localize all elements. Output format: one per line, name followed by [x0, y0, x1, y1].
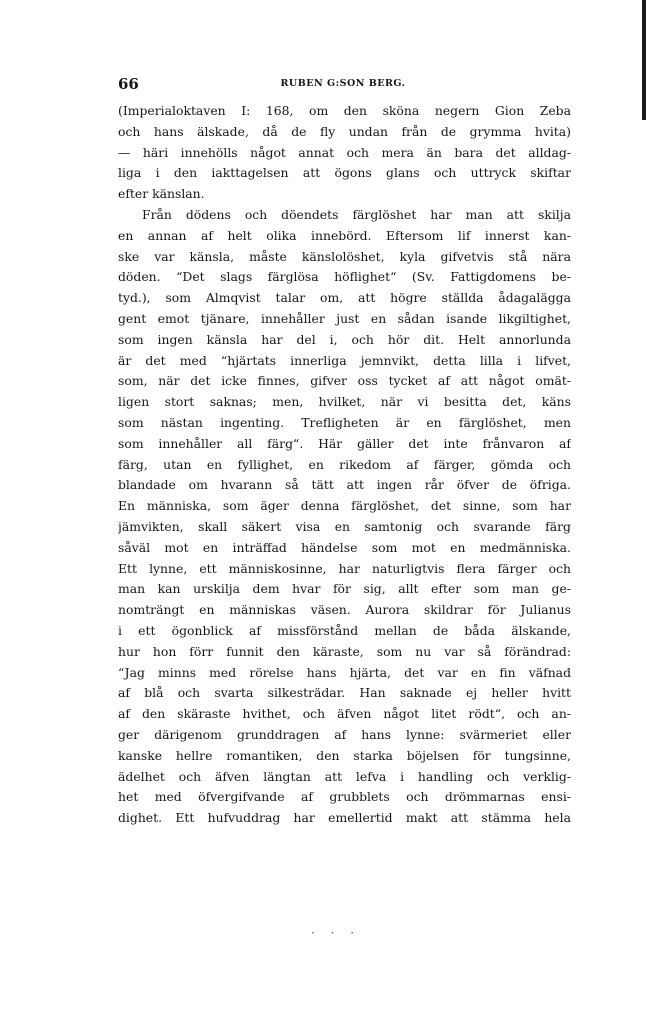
text-line: En människa, som äger denna färglöshet, det sinne, som har [118, 498, 571, 514]
text-line: hur hon förr funnit den käraste, som nu var så förändrad: [118, 643, 571, 659]
text-line: ger därigenom grunddragen af hans lynne: svärmeriet eller [118, 726, 571, 742]
text-line: liga i den iakttagelsen att ögons glans och uttryck skiftar [118, 165, 571, 181]
text-line: dighet. Ett hufvuddrag har emellertid makt att stämma hela [118, 810, 571, 826]
footer-marks: · · · [311, 926, 361, 940]
text-line: ske var känsla, måste känslolöshet, kyla gifvetvis stå nära [118, 248, 571, 264]
text-line: man kan urskilja dem hvar för sig, allt efter som man ge- [118, 581, 571, 597]
text-line: — häri innehölls något annat och mera än bara det alldag- [118, 144, 571, 160]
text-line: efter känslan. [118, 186, 205, 202]
text-line: af blå och svarta silkesträdar. Han saknade ej heller hvitt [118, 685, 571, 701]
paragraph-start-line: Från dödens och döendets färglöshet har man att skilja [142, 206, 571, 222]
text-line: i ett ögonblick af missförstånd mellan de båda älskande, [118, 622, 571, 638]
text-line: som innehåller all färg“. Här gäller det inte frånvaron af [118, 435, 571, 451]
text-line: som ingen känsla har del i, och hör dit. Helt annorlunda [118, 331, 571, 347]
text-line: blandade om hvarann så tätt att ingen rår öfver de öfriga. [118, 477, 571, 493]
text-line: af den skäraste hvithet, och äfven något litet rödt“, och an- [118, 706, 571, 722]
text-line: gent emot tjänare, innehåller just en sådan isande likgiltighet, [118, 310, 571, 326]
text-line: Ett lynne, ett människosinne, har naturligtvis flera färger och [118, 560, 571, 576]
text-line: döden. “Det slags färglösa höflighet“ (Sv. Fattigdomens be- [118, 269, 571, 285]
running-head: RUBEN G:SON BERG. [280, 78, 406, 89]
text-line: färg, utan en fyllighet, en rikedom af färger, gömda och [118, 456, 571, 472]
text-line: jämvikten, skall säkert visa en samtonig och svarande färg [118, 518, 571, 534]
text-line: het med öfvergifvande af grubblets och drömmarnas ensi- [118, 789, 571, 805]
body-text [118, 101, 571, 829]
text-line: som nästan ingenting. Trefligheten är en färglöshet, men [118, 414, 571, 430]
text-line: en annan af helt olika innebörd. Eftersom lif innerst kan- [118, 227, 571, 243]
text-line: nomträngt en människas väsen. Aurora skildrar för Julianus [118, 602, 571, 618]
page-edge-shadow [642, 0, 646, 120]
text-line: och hans älskade, då de fly undan från de grymma hvita) [118, 123, 571, 139]
text-line: (Imperialoktaven I: 168, om den sköna negern Gion Zeba [118, 103, 571, 118]
text-line: tyd.), som Almqvist talar om, att högre ställda ådagalägga [118, 290, 571, 306]
text-line: “Jag minns med rörelse hans hjärta, det var en fin väfnad [118, 664, 571, 680]
page-header [118, 75, 568, 95]
text-line: såväl mot en inträffad händelse som mot en medmänniska. [118, 539, 571, 555]
text-line: som, när det icke finnes, gifver oss tycket af att något omät- [118, 373, 571, 389]
text-line: ädelhet och äfven längtan att lefva i handling och verklig- [118, 768, 571, 784]
text-line: ligen stort saknas; men, hvilket, när vi besitta det, käns [118, 394, 571, 410]
text-line: kanske hellre romantiken, den starka böjelsen för tungsinne, [118, 747, 571, 763]
text-line: är det med “hjärtats innerliga jemnvikt, detta lilla i lifvet, [118, 352, 571, 368]
page-number: 66 [118, 75, 139, 93]
